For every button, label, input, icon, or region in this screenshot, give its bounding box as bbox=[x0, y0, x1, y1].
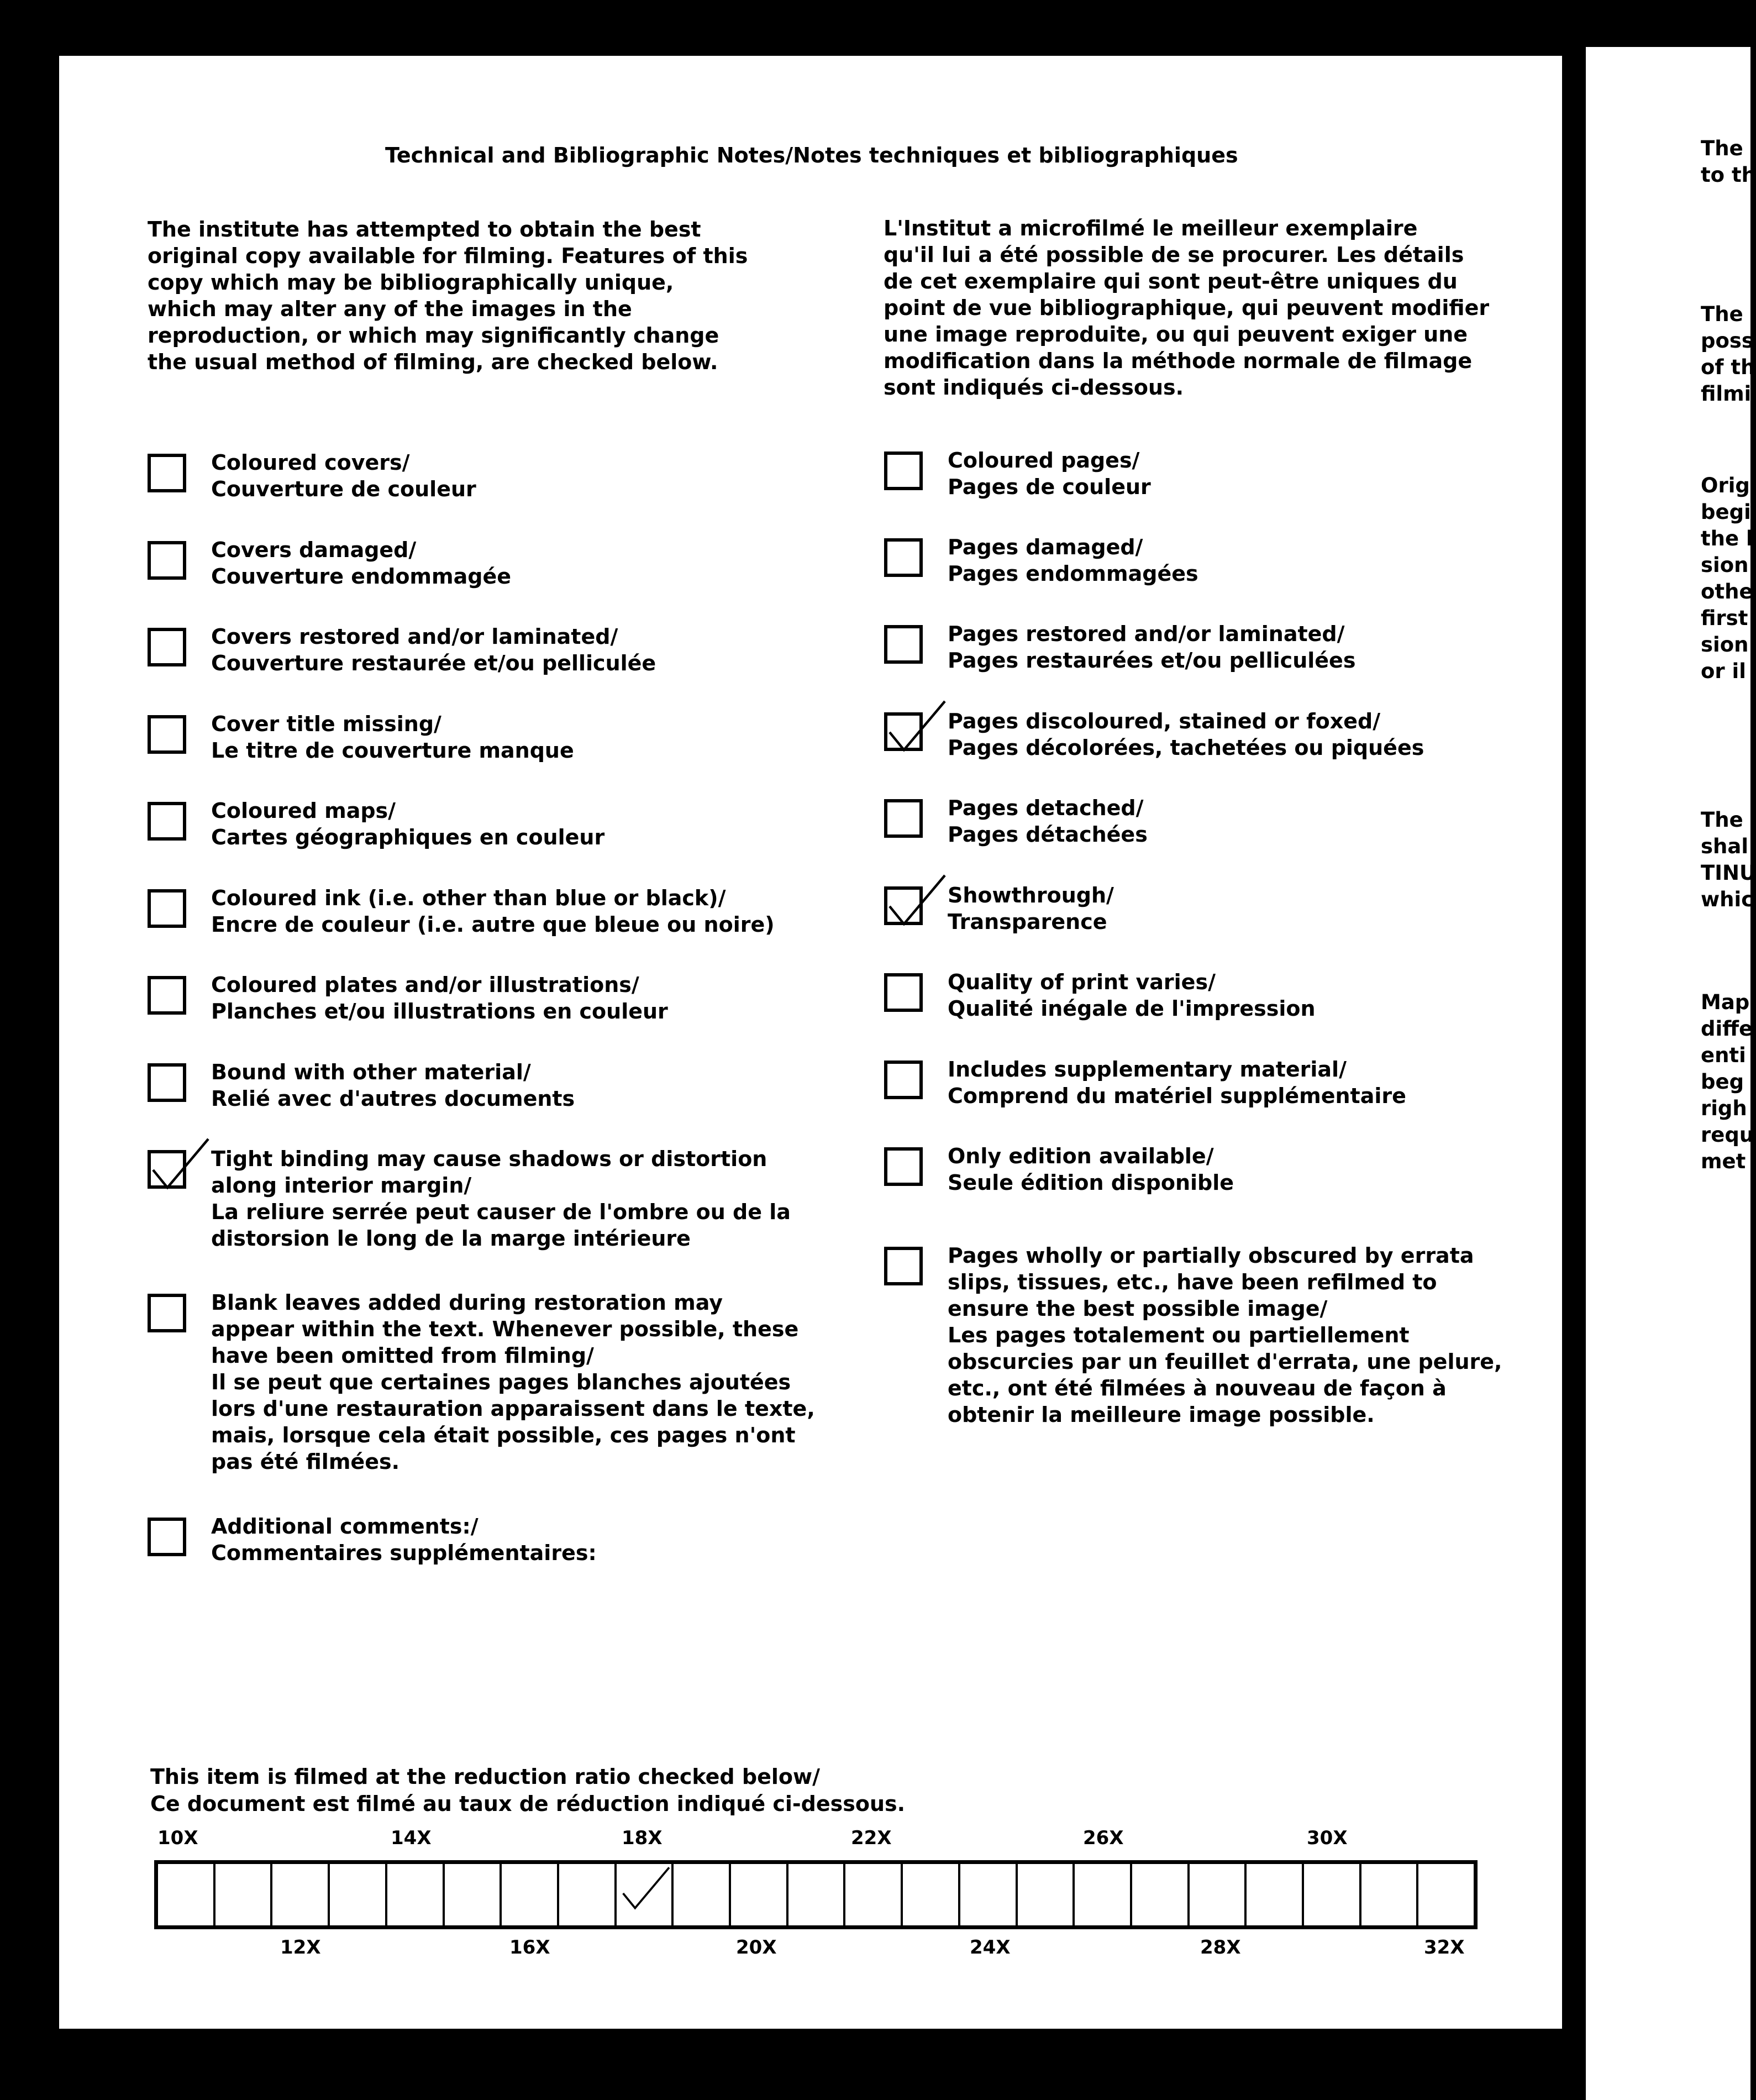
ratio-label: 10X bbox=[157, 1827, 198, 1849]
checkmark-icon bbox=[882, 697, 948, 758]
ratio-cell[interactable] bbox=[387, 1864, 445, 1925]
ratio-label: 26X bbox=[1083, 1827, 1124, 1849]
fragment-text: The to th bbox=[1701, 136, 1756, 187]
checkbox[interactable] bbox=[148, 454, 186, 492]
ratio-cell[interactable] bbox=[330, 1864, 387, 1925]
checkbox[interactable] bbox=[884, 1060, 923, 1099]
ratio-label: 14X bbox=[391, 1827, 432, 1849]
checkmark-icon bbox=[882, 871, 948, 932]
checkbox-label: Pages restored and/or laminated/ Pages restaurées et/ou pelliculées bbox=[948, 622, 1356, 673]
checkbox[interactable] bbox=[884, 973, 923, 1012]
checkbox-label: Additional comments:/ Commentaires supplémentaires: bbox=[211, 1514, 597, 1565]
ratio-cell[interactable] bbox=[960, 1864, 1018, 1925]
ratio-cell[interactable] bbox=[1418, 1864, 1474, 1925]
ratio-label: 16X bbox=[509, 1936, 550, 1959]
checkbox-label: Pages discoloured, stained or foxed/ Pages décolorées, tachetées ou piquées bbox=[948, 709, 1424, 760]
checkbox-label: Pages detached/ Pages détachées bbox=[948, 796, 1148, 847]
ratio-cell[interactable] bbox=[903, 1864, 960, 1925]
page-title: Technical and Bibliographic Notes/Notes techniques et bibliographiques bbox=[385, 143, 1238, 167]
checkbox-label: Cover title missing/ Le titre de couverture manque bbox=[211, 712, 574, 763]
ratio-label: 12X bbox=[280, 1936, 321, 1959]
ratio-label: 32X bbox=[1424, 1936, 1465, 1959]
checkbox[interactable] bbox=[148, 628, 186, 666]
ratio-label: 28X bbox=[1200, 1936, 1241, 1959]
ratio-cell[interactable] bbox=[617, 1864, 674, 1925]
checkmark-icon bbox=[145, 1135, 212, 1195]
checkbox-label: Pages damaged/ Pages endommagées bbox=[948, 535, 1198, 586]
fragment-text: Map diffe enti beg righ requ met bbox=[1701, 990, 1754, 1173]
fragment-text: Orig begi the l sion othe first sion or il bbox=[1701, 474, 1753, 683]
checkbox-label: Bound with other material/ Relié avec d'autres documents bbox=[211, 1060, 575, 1111]
ratio-cell[interactable] bbox=[559, 1864, 617, 1925]
reduction-ratio-strip bbox=[154, 1860, 1478, 1929]
ratio-cell[interactable] bbox=[674, 1864, 731, 1925]
ratio-cell[interactable] bbox=[1075, 1864, 1132, 1925]
ratio-label: 24X bbox=[970, 1936, 1011, 1959]
ratio-cell[interactable] bbox=[502, 1864, 559, 1925]
checkbox[interactable] bbox=[884, 538, 923, 577]
checkbox-label: Tight binding may cause shadows or distortion along interior margin/ La reliure serrée peut causer de l'ombre ou de la distorsion le long de la marge intérieure bbox=[211, 1147, 791, 1251]
ratio-cell[interactable] bbox=[1304, 1864, 1361, 1925]
checkbox[interactable] bbox=[884, 452, 923, 490]
checkbox[interactable] bbox=[148, 1063, 186, 1102]
checkbox-label: Covers damaged/ Couverture endommagée bbox=[211, 538, 512, 589]
ratio-cell[interactable] bbox=[215, 1864, 273, 1925]
checkbox[interactable] bbox=[884, 1147, 923, 1186]
ratio-cell[interactable] bbox=[1247, 1864, 1304, 1925]
checkbox-label: Includes supplementary material/ Comprend du matériel supplémentaire bbox=[948, 1057, 1406, 1108]
checkbox[interactable] bbox=[148, 715, 186, 754]
ratio-checkmark-icon bbox=[617, 1857, 672, 1921]
ratio-cell[interactable] bbox=[788, 1864, 846, 1925]
ratio-cell[interactable] bbox=[845, 1864, 903, 1925]
checkbox-label: Coloured covers/ Couverture de couleur bbox=[211, 450, 476, 501]
notes-sheet bbox=[59, 56, 1562, 2029]
checkbox[interactable] bbox=[148, 1518, 186, 1556]
ratio-cell[interactable] bbox=[272, 1864, 330, 1925]
checkbox-label: Coloured maps/ Cartes géographiques en couleur bbox=[211, 799, 605, 849]
ratio-cell[interactable] bbox=[1018, 1864, 1075, 1925]
fragment-text: The poss of th filmi bbox=[1701, 302, 1755, 406]
ratio-cell[interactable] bbox=[1132, 1864, 1190, 1925]
reduction-ratio-caption: This item is filmed at the reduction ratio checked below/ Ce document est filmé au taux de réduction indiqué ci-dessous. bbox=[150, 1765, 906, 1816]
checkbox-label: Only edition available/ Seule édition disponible bbox=[948, 1144, 1234, 1195]
intro-english: The institute has attempted to obtain the best original copy available for filming. Features of this copy which may be bibliographically unique, which may alter any of the images in the reproduction, or which may significantly change the usual method of filming, are checked below. bbox=[148, 217, 748, 374]
ratio-cell[interactable] bbox=[445, 1864, 502, 1925]
ratio-cell[interactable] bbox=[1190, 1864, 1247, 1925]
ratio-label: 22X bbox=[851, 1827, 892, 1849]
ratio-cell[interactable] bbox=[158, 1864, 215, 1925]
checkbox-label: Showthrough/ Transparence bbox=[948, 883, 1114, 934]
ratio-label: 20X bbox=[736, 1936, 777, 1959]
adjacent-page-fragment bbox=[1586, 47, 1756, 2100]
checkbox[interactable] bbox=[884, 625, 923, 664]
checkbox[interactable] bbox=[884, 1247, 923, 1285]
checkbox-label: Pages wholly or partially obscured by errata slips, tissues, etc., have been refilmed to ensure the best possible image/ Les pages totalement ou partiellement obscurcies par un feuillet d'errata, une pelure, etc., ont été filmées à nouveau de façon à obtenir la meilleure image possible. bbox=[948, 1243, 1502, 1427]
checkbox[interactable] bbox=[148, 1294, 186, 1332]
checkbox[interactable] bbox=[148, 976, 186, 1015]
intro-french: L'Institut a microfilmé le meilleur exemplaire qu'il lui a été possible de se procurer. Les détails de cet exemplaire qui sont peut-être uniques du point de vue bibliographique, qui peuvent modifier une image reproduite, ou qui peuvent exiger une modification dans la méthode normale de filmage sont indiqués ci-dessous. bbox=[884, 216, 1490, 400]
ratio-cell[interactable] bbox=[1361, 1864, 1419, 1925]
checkbox-label: Covers restored and/or laminated/ Couverture restaurée et/ou pelliculée bbox=[211, 624, 656, 675]
checkbox[interactable] bbox=[884, 799, 923, 838]
ratio-label: 18X bbox=[622, 1827, 663, 1849]
checkbox[interactable] bbox=[148, 802, 186, 841]
ratio-label: 30X bbox=[1307, 1827, 1348, 1849]
checkbox-label: Coloured plates and/or illustrations/ Planches et/ou illustrations en couleur bbox=[211, 973, 668, 1023]
checkbox[interactable] bbox=[148, 889, 186, 928]
checkbox-label: Quality of print varies/ Qualité inégale de l'impression bbox=[948, 970, 1316, 1021]
fragment-text: The shal TINU whic bbox=[1701, 808, 1756, 911]
ratio-cell[interactable] bbox=[731, 1864, 788, 1925]
checkbox-label: Coloured ink (i.e. other than blue or black)/ Encre de couleur (i.e. autre que bleue ou noire) bbox=[211, 886, 775, 937]
checkbox-label: Blank leaves added during restoration may appear within the text. Whenever possible, these have been omitted from filming/ Il se peut que certaines pages blanches ajoutées lors d'une restauration apparaissent dans le texte, mais, lorsque cela était possible, ces pages n'ont pas été filmées. bbox=[211, 1290, 815, 1474]
checkbox-label: Coloured pages/ Pages de couleur bbox=[948, 448, 1151, 499]
checkbox[interactable] bbox=[148, 541, 186, 580]
